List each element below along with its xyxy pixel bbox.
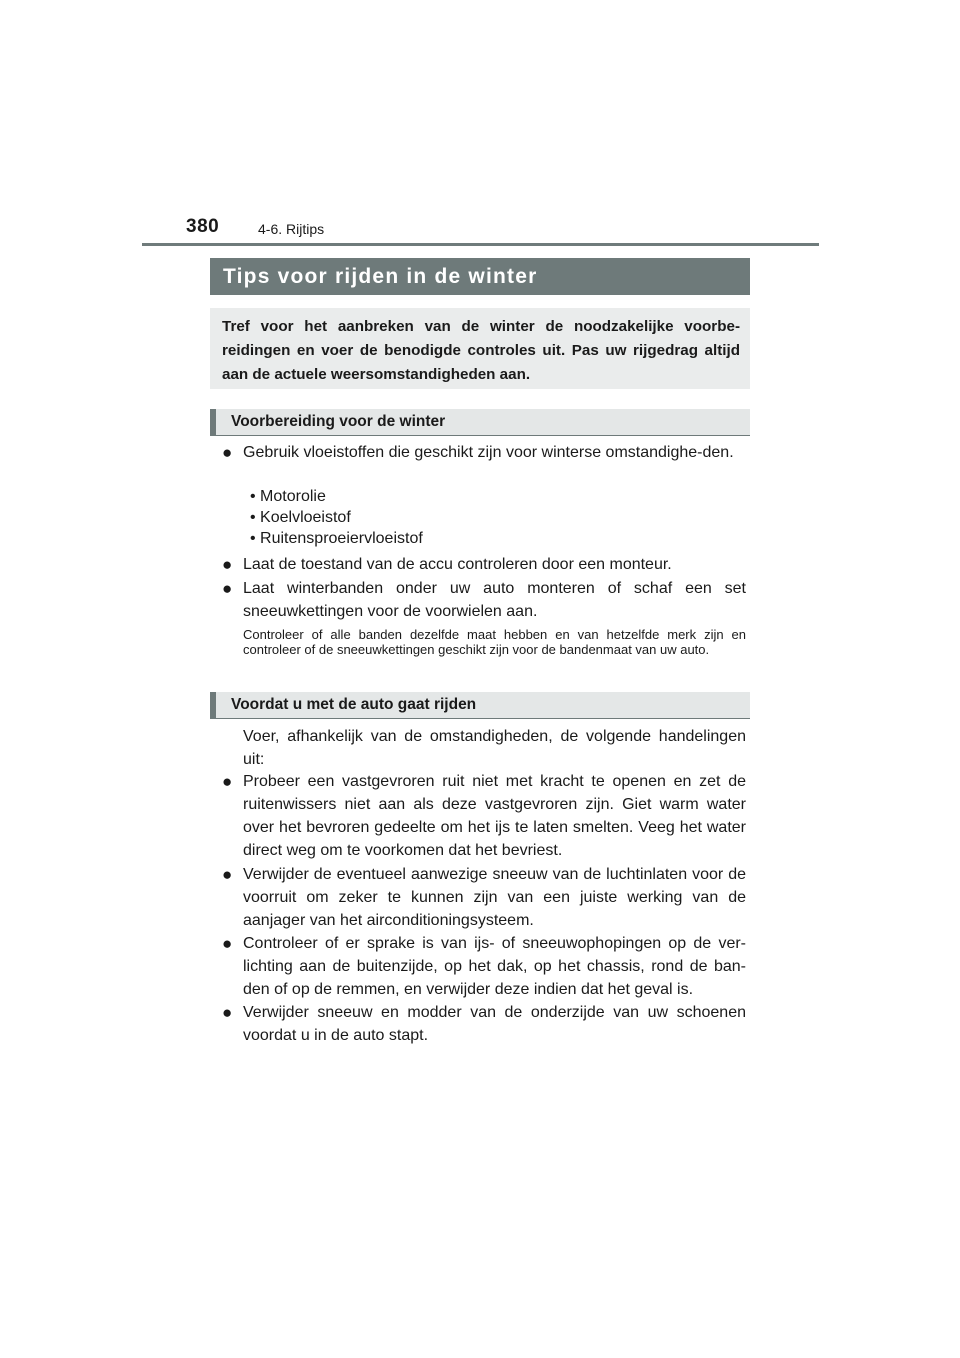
bullet-icon: ● [222,1003,233,1022]
list-item [222,441,746,464]
page-title-bar [210,258,750,295]
list-item [222,553,746,576]
fluid-item: • Ruitensproeiervloeistof [250,530,423,547]
fluid-item: • Koelvloeistof [250,509,351,526]
section-heading-text: Voordat u met de auto gaat rijden [231,696,477,713]
bullet-icon: ● [222,579,233,598]
list-item [222,770,746,862]
bullet-icon: ● [222,865,233,884]
fluid-list [250,486,423,549]
bullet-icon: ● [222,555,233,574]
list-item-text: Controleer of er sprake is van ijs- of sneeuwophopingen op de ver-lichting aan de buitenzijde, op het dak, op het chassis, rond de ban-den of op de remmen, en verwijder deze indien dat het geval is. [243,935,746,998]
fluid-item: • Motorolie [250,488,326,505]
list-item [222,1001,746,1047]
list-item-text: Verwijder de eventueel aanwezige sneeuw van de luchtinlaten voor de voorruit om zeker te kunnen zijn van een juiste werking van de aanjager van het airconditioningsysteem. [243,866,746,929]
list-item-text: Laat de toestand van de accu controleren door een monteur. [243,556,672,573]
bullet-icon: ● [222,443,233,462]
bullet-icon: ● [222,934,233,953]
section-heading-winter-prep [210,409,750,436]
intro-box [210,308,750,389]
list-item-text: Probeer een vastgevroren ruit niet met kracht te openen en zet de ruitenwissers niet aan als deze vastgevroren zijn. Giet warm water over het bevroren gedeelte om het ijs te laten smelten. Veeg het water direct weg om te voorkomen dat het bevriest. [243,773,746,859]
bullet-icon: ● [222,772,233,791]
page-number: 380 [186,216,220,237]
list-item [222,932,746,1001]
list-item-text: Gebruik vloeistoffen die geschikt zijn voor winterse omstandighe-den. [243,444,734,461]
section-reference: 4-6. Rijtips [258,221,325,237]
section-heading-text: Voorbereiding voor de winter [231,413,446,430]
list-item-text: Verwijder sneeuw en modder van de onderzijde van uw schoenen voordat u in de auto stapt. [243,1004,746,1044]
list-item [222,863,746,932]
note-text: Controleer of alle banden dezelfde maat hebben en van hetzelfde merk zijn en controleer of de sneeuwkettingen geschikt zijn voor de bandenmaat van uw auto. [243,627,746,657]
section-heading-before-driving [210,692,750,719]
section-intro-text: Voer, afhankelijk van de omstandigheden, de volgende handelingen uit: [243,728,746,768]
intro-text: Tref voor het aanbreken van de winter de noodzakelijke voorbe-reidingen en voer de benodigde controles uit. Pas uw rijgedrag altijd aan de actuele weersomstandigheden aan. [222,318,740,383]
list-item-text: Laat winterbanden onder uw auto monteren of schaf een set sneeuwkettingen voor de voorwielen aan. [243,580,746,620]
list-item [222,577,746,623]
header-divider [142,243,819,246]
page-title: Tips voor rijden in de winter [223,264,538,288]
